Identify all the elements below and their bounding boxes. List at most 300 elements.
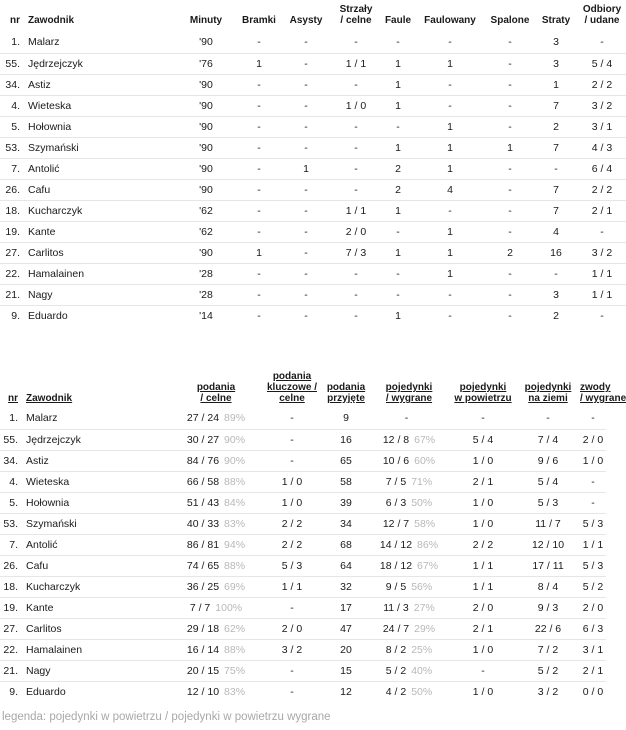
player-name: Wieteska bbox=[24, 471, 172, 492]
player-number: 21. bbox=[0, 284, 26, 305]
losses-cell: 3 bbox=[553, 36, 559, 49]
ground-duels-cell: 9 / 3 bbox=[516, 597, 580, 618]
received-cell: 64 bbox=[324, 555, 368, 576]
player-name: Malarz bbox=[26, 412, 58, 425]
col-header-player: Zawodnik bbox=[26, 393, 73, 404]
fouled-cell: 1 bbox=[414, 116, 486, 137]
table-row bbox=[0, 284, 626, 305]
assists-cell: - bbox=[282, 74, 330, 95]
passes-cell-value: 84 / 76 bbox=[186, 454, 220, 467]
col-header-tackles: Odbiory / udane bbox=[582, 4, 622, 26]
player-name: Nagy bbox=[24, 660, 172, 681]
minutes-cell: '90 bbox=[176, 95, 236, 116]
air-duels-cell: 1 / 0 bbox=[450, 450, 516, 471]
passes-cell bbox=[172, 576, 260, 597]
player-name: Kante bbox=[26, 221, 176, 242]
losses-cell: - bbox=[534, 158, 578, 179]
offsides-cell: - bbox=[508, 36, 512, 49]
player-name: Cafu bbox=[26, 179, 176, 200]
losses-cell: - bbox=[534, 263, 578, 284]
ground-duels-cell: 7 / 2 bbox=[516, 639, 580, 660]
passes-cell-value: 51 / 43 bbox=[186, 496, 220, 509]
duels-cell-value: 4 / 2 bbox=[385, 685, 407, 698]
duels-cell bbox=[368, 618, 450, 639]
player-number: 26. bbox=[0, 179, 26, 200]
ground-duels-cell: 7 / 4 bbox=[516, 429, 580, 450]
minutes-cell: '90 bbox=[176, 179, 236, 200]
player-name: Antolić bbox=[26, 158, 176, 179]
assists-cell: - bbox=[282, 95, 330, 116]
passes-cell-value: 30 / 27 bbox=[186, 433, 220, 446]
dribbles-cell: - bbox=[580, 492, 606, 513]
player-name: Jędrzejczyk bbox=[26, 53, 176, 74]
dribbles-cell: 1 / 1 bbox=[580, 534, 606, 555]
fouls-cell: - bbox=[382, 116, 414, 137]
ground-duels-cell: 17 / 11 bbox=[516, 555, 580, 576]
duels-cell bbox=[368, 597, 450, 618]
offsides-cell: - bbox=[486, 263, 534, 284]
air-duels-cell: 2 / 2 bbox=[450, 534, 516, 555]
assists-cell: - bbox=[282, 137, 330, 158]
key-passes-cell: 1 / 1 bbox=[260, 576, 324, 597]
passes-cell-value: 27 / 24 bbox=[186, 412, 220, 425]
key-passes-cell: 2 / 2 bbox=[260, 513, 324, 534]
dribbles-cell: 1 / 0 bbox=[580, 450, 606, 471]
player-number: 18. bbox=[0, 200, 26, 221]
received-cell: 12 bbox=[324, 681, 368, 702]
passes-cell-value: 16 / 14 bbox=[186, 643, 220, 656]
table-row bbox=[0, 660, 606, 681]
table-row bbox=[0, 53, 626, 74]
player-number: 5. bbox=[0, 116, 26, 137]
tackles-cell: 6 / 4 bbox=[578, 158, 626, 179]
losses-cell: 3 bbox=[534, 284, 578, 305]
col-header-assists: Asysty bbox=[289, 15, 323, 26]
tackles-cell: 2 / 1 bbox=[578, 200, 626, 221]
air-duels-cell: 1 / 1 bbox=[450, 555, 516, 576]
col-header-minutes: Minuty bbox=[189, 15, 223, 26]
passes-cell-percent: 90% bbox=[224, 454, 246, 467]
key-passes-cell: - bbox=[260, 450, 324, 471]
goals-cell: - bbox=[236, 74, 282, 95]
player-number: 53. bbox=[0, 513, 24, 534]
offsides-cell: - bbox=[486, 74, 534, 95]
table-row bbox=[0, 221, 626, 242]
ground-duels-cell: - bbox=[546, 412, 550, 425]
assists-cell: - bbox=[304, 36, 308, 49]
dribbles-cell: 2 / 1 bbox=[580, 660, 606, 681]
assists-cell: - bbox=[282, 263, 330, 284]
player-name: Kante bbox=[24, 597, 172, 618]
table-row bbox=[0, 597, 606, 618]
player-name: Eduardo bbox=[24, 681, 172, 702]
goals-cell: - bbox=[236, 263, 282, 284]
passes-cell-value: 40 / 33 bbox=[186, 517, 220, 530]
losses-cell: 3 bbox=[534, 53, 578, 74]
air-duels-cell: 1 / 0 bbox=[450, 639, 516, 660]
tackles-cell: 1 / 1 bbox=[578, 284, 626, 305]
air-duels-cell: 2 / 0 bbox=[450, 597, 516, 618]
key-passes-cell: 3 / 2 bbox=[260, 639, 324, 660]
legend: legenda: pojedynki w powietrzu / pojedynki w powietrzu wygrane bbox=[2, 711, 331, 723]
goals-cell: 1 bbox=[236, 242, 282, 263]
duels-cell bbox=[368, 555, 450, 576]
header-row bbox=[0, 2, 626, 32]
passes-cell-percent: 88% bbox=[224, 559, 246, 572]
shots-cell: 1 / 0 bbox=[330, 95, 382, 116]
losses-cell: 2 bbox=[534, 305, 578, 326]
passes-cell bbox=[172, 597, 260, 618]
goals-cell: - bbox=[236, 179, 282, 200]
passing-duels-table bbox=[0, 367, 626, 702]
fouled-cell: - bbox=[414, 95, 486, 116]
player-name: Nagy bbox=[26, 284, 176, 305]
table-row bbox=[0, 137, 626, 158]
player-number: 21. bbox=[0, 660, 24, 681]
key-passes-cell: 1 / 0 bbox=[260, 471, 324, 492]
col-header-ground-duels: pojedynki na ziemi bbox=[524, 382, 572, 404]
minutes-cell: '90 bbox=[176, 242, 236, 263]
player-name: Malarz bbox=[28, 36, 60, 49]
duels-cell-percent: 67% bbox=[417, 559, 439, 572]
duels-cell-value: 8 / 2 bbox=[385, 643, 407, 656]
player-name: Antolić bbox=[24, 534, 172, 555]
duels-cell bbox=[368, 513, 450, 534]
duels-cell-value: 12 / 8 bbox=[382, 433, 410, 446]
player-name: Hamalainen bbox=[26, 263, 176, 284]
air-duels-cell: 1 / 1 bbox=[450, 576, 516, 597]
player-number: 53. bbox=[0, 137, 26, 158]
fouls-cell: - bbox=[382, 221, 414, 242]
player-number: 5. bbox=[0, 492, 24, 513]
col-header-nr: nr bbox=[8, 393, 18, 404]
player-name: Astiz bbox=[26, 74, 176, 95]
passes-cell bbox=[172, 639, 260, 660]
minutes-cell: '62 bbox=[176, 221, 236, 242]
dribbles-cell: 3 / 1 bbox=[580, 639, 606, 660]
player-number: 4. bbox=[0, 471, 24, 492]
minutes-cell: '14 bbox=[176, 305, 236, 326]
duels-cell-value: 24 / 7 bbox=[382, 622, 410, 635]
table-row bbox=[0, 618, 606, 639]
col-header-air-duels: pojedynki w powietrzu bbox=[454, 382, 512, 404]
fouled-cell: - bbox=[414, 74, 486, 95]
offsides-cell: - bbox=[486, 284, 534, 305]
fouls-cell: 1 bbox=[382, 137, 414, 158]
fouls-cell: - bbox=[382, 263, 414, 284]
passes-cell-percent: 83% bbox=[224, 517, 246, 530]
duels-cell bbox=[368, 660, 450, 681]
shots-cell: - bbox=[330, 284, 382, 305]
duels-cell-value: 10 / 6 bbox=[382, 454, 410, 467]
table-row bbox=[0, 639, 606, 660]
key-passes-cell: - bbox=[260, 429, 324, 450]
passes-cell-percent: 90% bbox=[224, 433, 246, 446]
passes-cell-percent: 88% bbox=[224, 643, 246, 656]
fouls-cell: 1 bbox=[382, 200, 414, 221]
minutes-cell: '62 bbox=[176, 200, 236, 221]
player-number: 34. bbox=[0, 74, 26, 95]
air-duels-cell: 1 / 0 bbox=[450, 681, 516, 702]
goals-cell: - bbox=[236, 116, 282, 137]
dribbles-cell: 5 / 3 bbox=[580, 513, 606, 534]
offsides-cell: - bbox=[486, 158, 534, 179]
col-header-offsides: Spalone bbox=[490, 15, 530, 26]
shots-cell: - bbox=[330, 305, 382, 326]
offsides-cell: - bbox=[486, 179, 534, 200]
passes-cell-percent: 83% bbox=[224, 685, 246, 698]
duels-cell-value: 18 / 12 bbox=[379, 559, 413, 572]
duels-cell bbox=[368, 681, 450, 702]
player-name: Szymański bbox=[26, 137, 176, 158]
minutes-cell: '90 bbox=[176, 137, 236, 158]
assists-cell: - bbox=[282, 221, 330, 242]
player-name: Carlitos bbox=[24, 618, 172, 639]
ground-duels-cell: 12 / 10 bbox=[516, 534, 580, 555]
goals-cell: - bbox=[257, 36, 261, 49]
received-cell: 16 bbox=[324, 429, 368, 450]
passes-cell-percent: 75% bbox=[224, 664, 246, 677]
fouled-cell: 1 bbox=[414, 53, 486, 74]
duels-cell-value: 7 / 5 bbox=[385, 475, 407, 488]
received-cell: 32 bbox=[324, 576, 368, 597]
key-passes-cell: - bbox=[260, 681, 324, 702]
player-number: 9. bbox=[0, 305, 26, 326]
fouled-cell: 1 bbox=[414, 242, 486, 263]
shots-cell: - bbox=[330, 137, 382, 158]
player-number: 22. bbox=[0, 639, 24, 660]
losses-cell: 7 bbox=[534, 137, 578, 158]
goals-cell: - bbox=[236, 200, 282, 221]
shots-cell: 7 / 3 bbox=[330, 242, 382, 263]
received-cell: 58 bbox=[324, 471, 368, 492]
received-cell: 65 bbox=[324, 450, 368, 471]
passes-cell-value: 7 / 7 bbox=[189, 601, 211, 614]
minutes-cell: '90 bbox=[176, 74, 236, 95]
table-row bbox=[0, 74, 626, 95]
table-row bbox=[0, 408, 606, 429]
offsides-cell: 1 bbox=[486, 137, 534, 158]
player-name: Cafu bbox=[24, 555, 172, 576]
player-name: Hamalainen bbox=[24, 639, 172, 660]
air-duels-cell: - bbox=[450, 660, 516, 681]
tackles-cell: - bbox=[600, 36, 604, 49]
fouls-cell: 1 bbox=[382, 95, 414, 116]
duels-cell bbox=[368, 450, 450, 471]
ground-duels-cell: 8 / 4 bbox=[516, 576, 580, 597]
fouled-cell: - bbox=[414, 200, 486, 221]
duels-cell-percent: 27% bbox=[413, 601, 435, 614]
player-name: Kucharczyk bbox=[24, 576, 172, 597]
fouls-cell: 1 bbox=[382, 74, 414, 95]
assists-cell: - bbox=[282, 116, 330, 137]
duels-cell-percent: 29% bbox=[414, 622, 436, 635]
passes-cell bbox=[172, 513, 260, 534]
table-row bbox=[0, 305, 626, 326]
passes-cell-value: 74 / 65 bbox=[186, 559, 220, 572]
passes-cell-percent: 94% bbox=[224, 538, 246, 551]
col-header-duels: pojedynki / wygrane bbox=[385, 382, 433, 404]
table-row bbox=[0, 492, 606, 513]
duels-cell-percent: 58% bbox=[414, 517, 436, 530]
table-row bbox=[0, 263, 626, 284]
goals-cell: 1 bbox=[236, 53, 282, 74]
player-name: Carlitos bbox=[26, 242, 176, 263]
player-number: 27. bbox=[0, 618, 24, 639]
fouls-cell: 2 bbox=[382, 179, 414, 200]
key-passes-cell: 2 / 0 bbox=[260, 618, 324, 639]
losses-cell: 7 bbox=[534, 200, 578, 221]
offsides-cell: - bbox=[486, 95, 534, 116]
dribbles-cell: - bbox=[591, 412, 595, 425]
table-row bbox=[0, 95, 626, 116]
fouls-cell: 1 bbox=[382, 242, 414, 263]
duels-cell bbox=[368, 471, 450, 492]
col-header-goals: Bramki bbox=[242, 15, 276, 26]
passes-cell bbox=[172, 429, 260, 450]
minutes-cell: '90 bbox=[199, 36, 213, 49]
col-header-passes: podania / celne bbox=[196, 382, 236, 404]
player-name: Hołownia bbox=[24, 492, 172, 513]
header-row bbox=[0, 367, 606, 408]
table-row bbox=[0, 32, 626, 53]
minutes-cell: '76 bbox=[176, 53, 236, 74]
tackles-cell: 5 / 4 bbox=[578, 53, 626, 74]
player-name: Jędrzejczyk bbox=[24, 429, 172, 450]
losses-cell: 7 bbox=[534, 179, 578, 200]
player-name: Astiz bbox=[24, 450, 172, 471]
received-cell: 34 bbox=[324, 513, 368, 534]
duels-cell-percent: 60% bbox=[414, 454, 436, 467]
received-cell: 47 bbox=[324, 618, 368, 639]
passes-cell bbox=[172, 450, 260, 471]
passes-cell bbox=[172, 681, 260, 702]
fouled-cell: 1 bbox=[414, 263, 486, 284]
received-cell: 68 bbox=[324, 534, 368, 555]
player-name: Wieteska bbox=[26, 95, 176, 116]
minutes-cell: '28 bbox=[176, 284, 236, 305]
received-cell: 20 bbox=[324, 639, 368, 660]
fouled-cell: 4 bbox=[414, 179, 486, 200]
tackles-cell: 3 / 2 bbox=[578, 242, 626, 263]
duels-cell bbox=[368, 408, 450, 429]
shots-cell: 2 / 0 bbox=[330, 221, 382, 242]
passes-cell bbox=[172, 618, 260, 639]
player-number: 7. bbox=[0, 158, 26, 179]
passes-cell bbox=[172, 471, 260, 492]
received-cell: 39 bbox=[324, 492, 368, 513]
table-row bbox=[0, 200, 626, 221]
duels-cell-percent: 86% bbox=[417, 538, 439, 551]
player-number: 27. bbox=[0, 242, 26, 263]
shots-cell: - bbox=[330, 158, 382, 179]
table-row bbox=[0, 681, 606, 702]
passes-cell-percent: 84% bbox=[224, 496, 246, 509]
offsides-cell: 2 bbox=[486, 242, 534, 263]
col-header-fouled: Faulowany bbox=[424, 15, 476, 26]
fouled-cell: 1 bbox=[414, 158, 486, 179]
fouls-cell: - bbox=[396, 36, 400, 49]
ground-duels-cell: 22 / 6 bbox=[516, 618, 580, 639]
key-passes-cell: 5 / 3 bbox=[260, 555, 324, 576]
offsides-cell: - bbox=[486, 200, 534, 221]
col-header-received: podania przyjęte bbox=[326, 382, 366, 404]
passes-cell-percent: 62% bbox=[224, 622, 246, 635]
col-header-nr: nr bbox=[10, 15, 20, 26]
col-header-losses: Straty bbox=[541, 15, 571, 26]
key-passes-cell: - bbox=[290, 412, 294, 425]
tackles-cell: - bbox=[578, 221, 626, 242]
ground-duels-cell: 5 / 3 bbox=[516, 492, 580, 513]
tackles-cell: 2 / 2 bbox=[578, 74, 626, 95]
duels-cell-percent: 50% bbox=[411, 685, 433, 698]
received-cell: 17 bbox=[324, 597, 368, 618]
offsides-cell: - bbox=[486, 305, 534, 326]
tackles-cell: 4 / 3 bbox=[578, 137, 626, 158]
table-row bbox=[0, 534, 606, 555]
passes-cell bbox=[172, 408, 260, 429]
ground-duels-cell: 5 / 4 bbox=[516, 471, 580, 492]
passes-cell-percent: 100% bbox=[215, 601, 243, 614]
col-header-key-passes: podania kluczowe / celne bbox=[266, 371, 317, 404]
received-cell: 15 bbox=[324, 660, 368, 681]
passes-cell-percent: 88% bbox=[224, 475, 246, 488]
fouled-cell: - bbox=[448, 36, 452, 49]
goals-cell: - bbox=[236, 284, 282, 305]
goals-cell: - bbox=[236, 137, 282, 158]
shots-cell: - bbox=[330, 263, 382, 284]
duels-cell-percent: 25% bbox=[411, 643, 433, 656]
fouled-cell: - bbox=[414, 284, 486, 305]
fouled-cell: 1 bbox=[414, 137, 486, 158]
table-row bbox=[0, 513, 606, 534]
passes-cell-value: 12 / 10 bbox=[186, 685, 220, 698]
table-row bbox=[0, 450, 606, 471]
table-row bbox=[0, 116, 626, 137]
goals-cell: - bbox=[236, 158, 282, 179]
assists-cell: - bbox=[282, 179, 330, 200]
duels-cell-value: 11 / 3 bbox=[383, 601, 409, 614]
duels-cell-percent: 50% bbox=[411, 496, 433, 509]
table-row bbox=[0, 576, 606, 597]
player-number: 26. bbox=[0, 555, 24, 576]
player-name: Eduardo bbox=[26, 305, 176, 326]
air-duels-cell: - bbox=[481, 412, 485, 425]
dribbles-cell: 6 / 3 bbox=[580, 618, 606, 639]
fouls-cell: 2 bbox=[382, 158, 414, 179]
player-number: 18. bbox=[0, 576, 24, 597]
tackles-cell: 2 / 2 bbox=[578, 179, 626, 200]
air-duels-cell: 1 / 0 bbox=[450, 492, 516, 513]
duels-cell-percent: 67% bbox=[414, 433, 436, 446]
col-header-player: Zawodnik bbox=[28, 15, 75, 26]
player-number: 1. bbox=[11, 36, 20, 49]
air-duels-cell: 5 / 4 bbox=[450, 429, 516, 450]
dribbles-cell: 2 / 0 bbox=[580, 597, 606, 618]
dribbles-cell: 2 / 0 bbox=[580, 429, 606, 450]
passes-cell-value: 86 / 81 bbox=[186, 538, 220, 551]
duels-cell-value: 12 / 7 bbox=[382, 517, 410, 530]
duels-cell bbox=[368, 639, 450, 660]
tackles-cell: 1 / 1 bbox=[578, 263, 626, 284]
losses-cell: 1 bbox=[534, 74, 578, 95]
passes-cell bbox=[172, 555, 260, 576]
player-number: 19. bbox=[0, 221, 26, 242]
ground-duels-cell: 5 / 2 bbox=[516, 660, 580, 681]
goals-cell: - bbox=[236, 221, 282, 242]
fouls-cell: 1 bbox=[382, 53, 414, 74]
passes-cell-value: 20 / 15 bbox=[186, 664, 220, 677]
